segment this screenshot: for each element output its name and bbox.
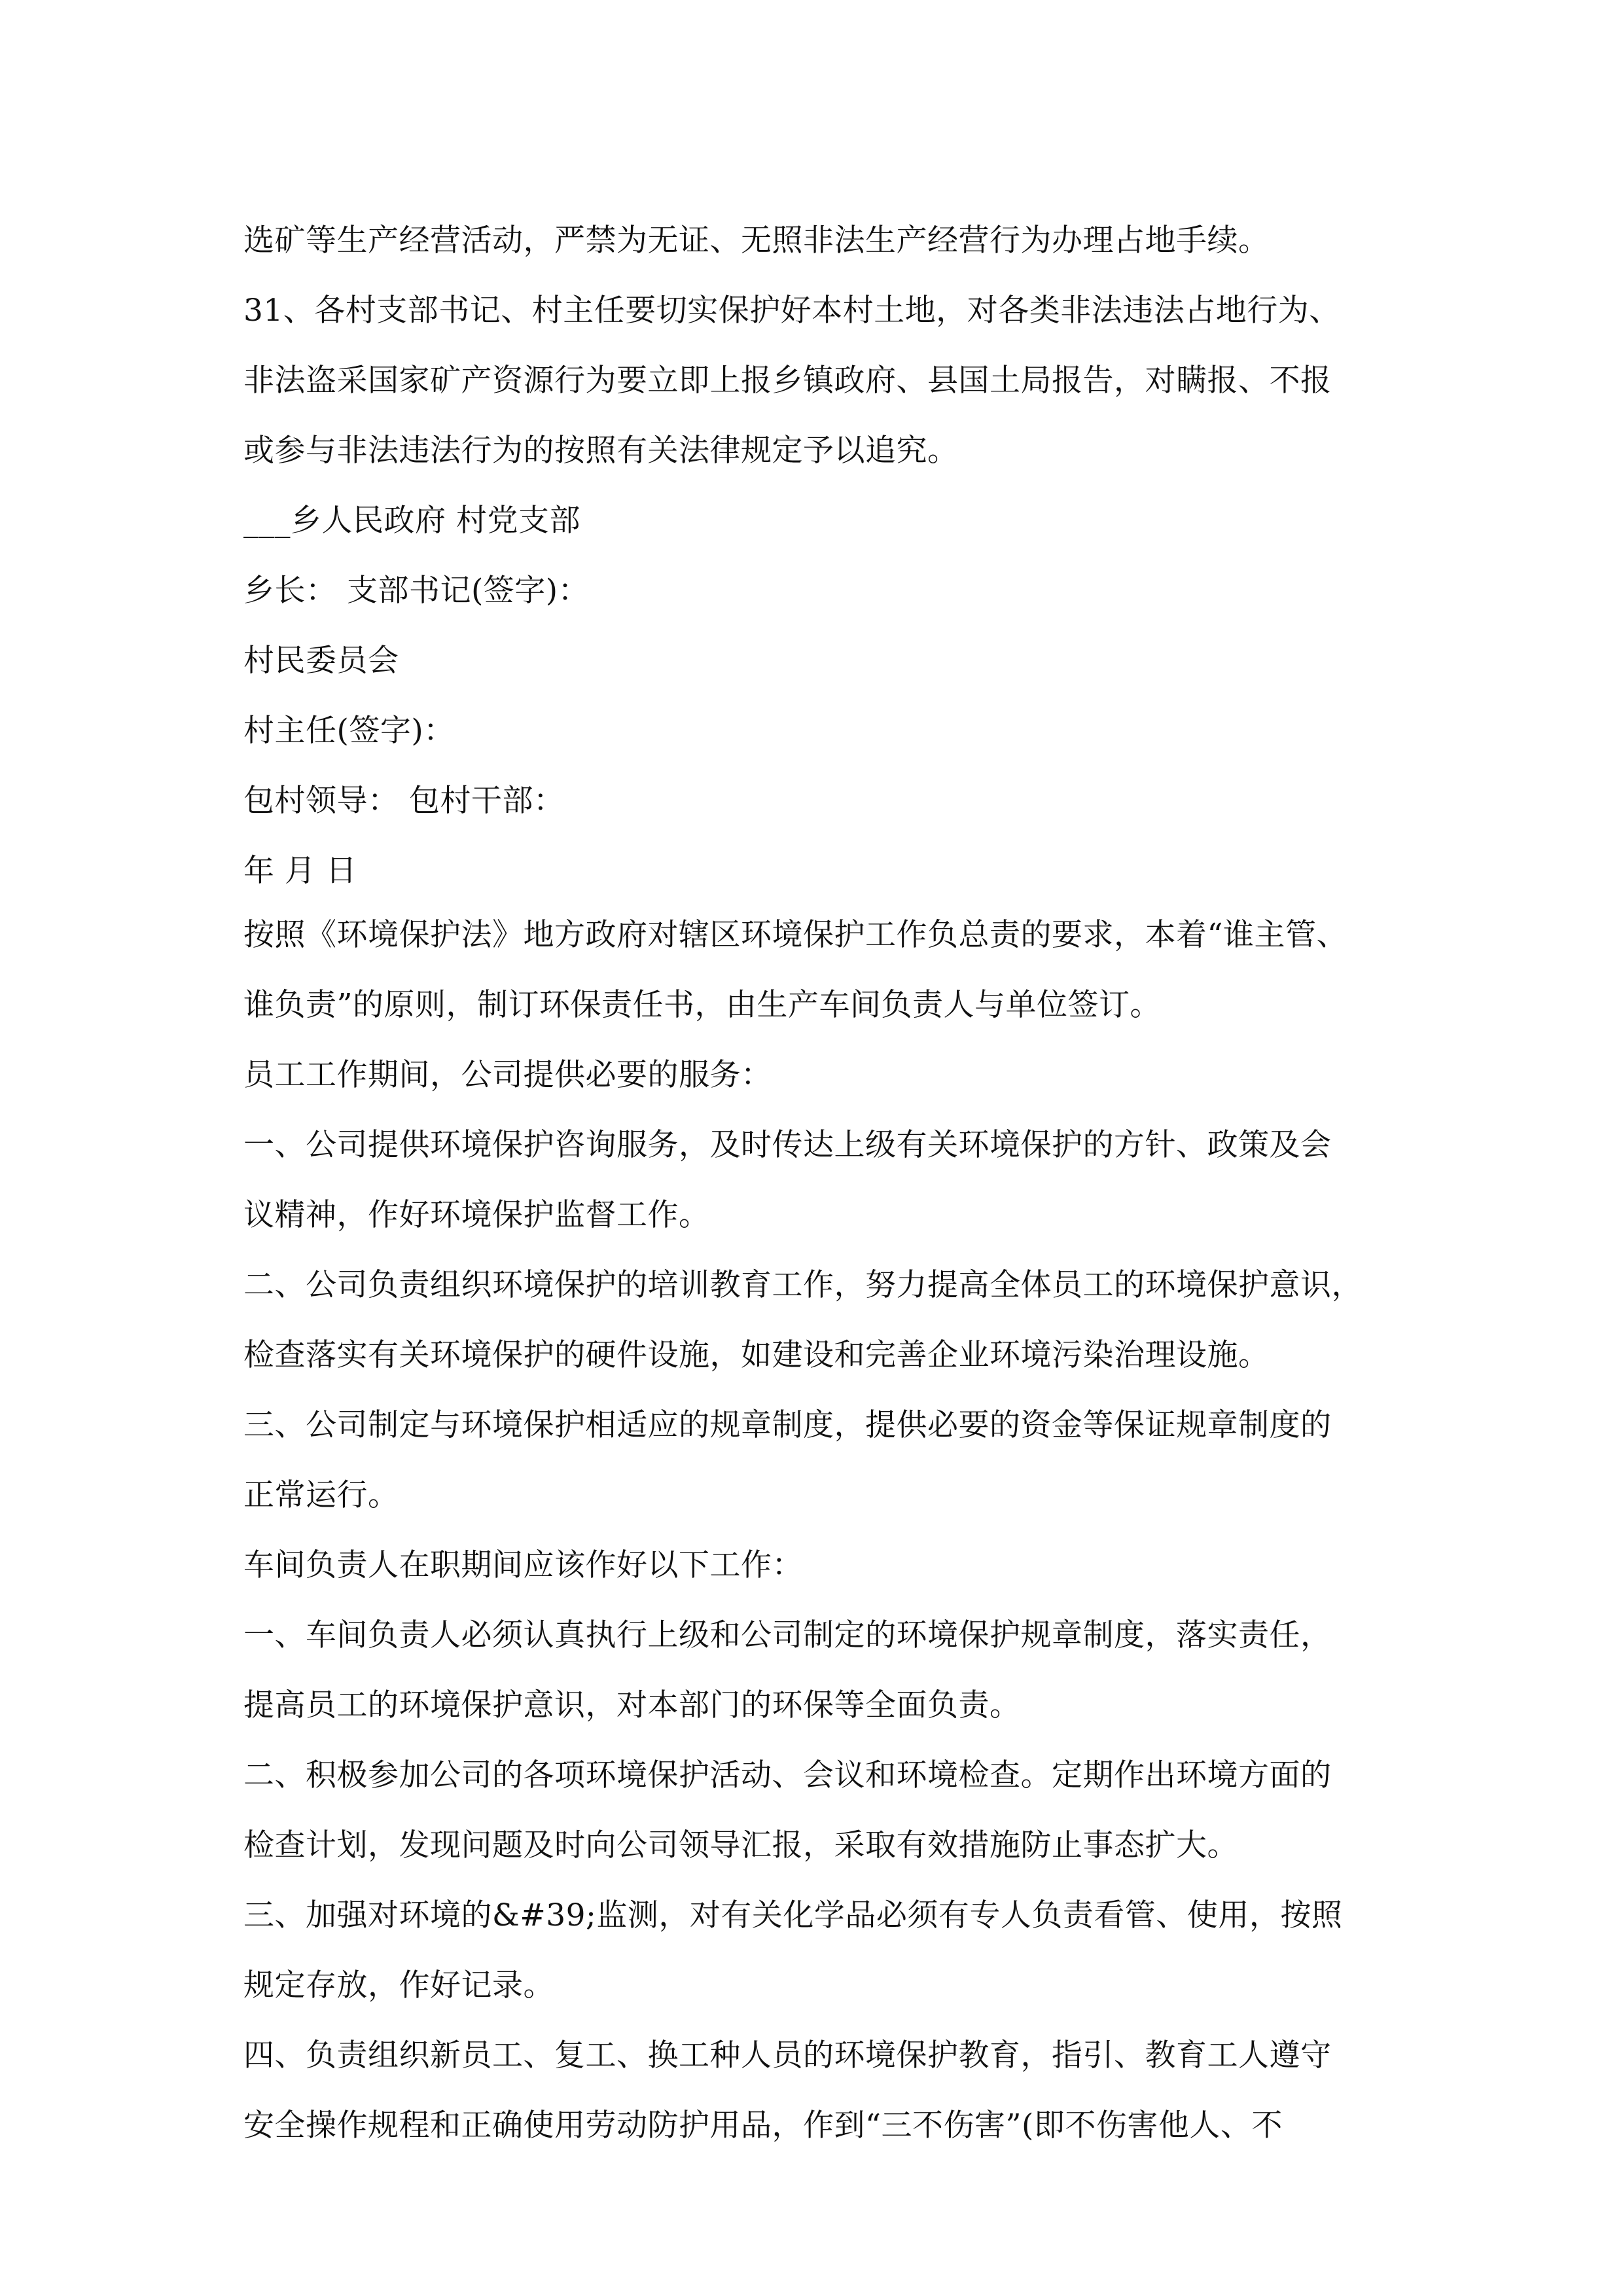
signatory-line: 包村领导： 包村干部：: [243, 783, 565, 819]
text-line: 选矿等生产经营活动，严禁为无证、无照非法生产经营行为办理占地手续。: [243, 223, 1270, 259]
signatory-line: 村主任(签字)：: [243, 713, 455, 749]
text-line: 提高员工的环境保护意识，对本部门的环保等全面负责。: [243, 1687, 1021, 1723]
signatory-line: ___乡人民政府 村党支部: [243, 503, 580, 539]
date-line: 年 月 日: [243, 853, 357, 889]
text-line: 按照《环境保护法》地方政府对辖区环境保护工作负总责的要求，本着“谁主管、: [243, 917, 1348, 953]
text-line: 谁负责”的原则，制订环保责任书，由生产车间负责人与单位签订。: [243, 987, 1162, 1023]
text-line: 规定存放，作好记录。: [243, 1967, 554, 2003]
text-line: 议精神，作好环境保护监督工作。: [243, 1197, 710, 1233]
signatory-line: 乡长： 支部书记(签字)：: [243, 573, 590, 609]
text-line: 四、负责组织新员工、复工、换工种人员的环境保护教育，指引、教育工人遵守: [243, 2037, 1332, 2073]
text-line: 非法盗采国家矿产资源行为要立即上报乡镇政府、县国土局报告，对瞒报、不报: [243, 363, 1332, 399]
text-line: 三、公司制定与环境保护相适应的规章制度，提供必要的资金等保证规章制度的: [243, 1407, 1332, 1443]
text-line: 检查落实有关环境保护的硬件设施，如建设和完善企业环境污染治理设施。: [243, 1337, 1270, 1373]
text-line: 员工工作期间，公司提供必要的服务：: [243, 1057, 772, 1093]
text-line: 二、积极参加公司的各项环境保护活动、会议和环境检查。定期作出环境方面的: [243, 1757, 1332, 1793]
text-line: 车间负责人在职期间应该作好以下工作：: [243, 1547, 803, 1583]
text-line: 安全操作规程和正确使用劳动防护用品，作到“三不伤害”(即不伤害他人、不: [243, 2108, 1283, 2144]
text-line: 正常运行。: [243, 1477, 399, 1513]
text-line: 一、公司提供环境保护咨询服务，及时传达上级有关环境保护的方针、政策及会: [243, 1127, 1332, 1163]
section-village-land-protection: [243, 206, 1395, 906]
text-line: 一、车间负责人必须认真执行上级和公司制定的环境保护规章制度，落实责任，: [243, 1617, 1332, 1653]
signatory-line: 村民委员会: [243, 643, 399, 679]
section-environmental-responsibility: [243, 900, 1395, 2161]
text-line: 31、各村支部书记、村主任要切实保护好本村土地，对各类非法违法占地行为、: [243, 293, 1340, 329]
text-line: 或参与非法违法行为的按照有关法律规定予以追究。: [243, 433, 959, 469]
text-line: 二、公司负责组织环境保护的培训教育工作，努力提高全体员工的环境保护意识，: [243, 1267, 1363, 1303]
text-line: 三、加强对环境的&#39;监测，对有关化学品必须有专人负责看管、使用，按照: [243, 1897, 1343, 1933]
text-line: 检查计划，发现问题及时向公司领导汇报，采取有效措施防止事态扩大。: [243, 1827, 1238, 1863]
